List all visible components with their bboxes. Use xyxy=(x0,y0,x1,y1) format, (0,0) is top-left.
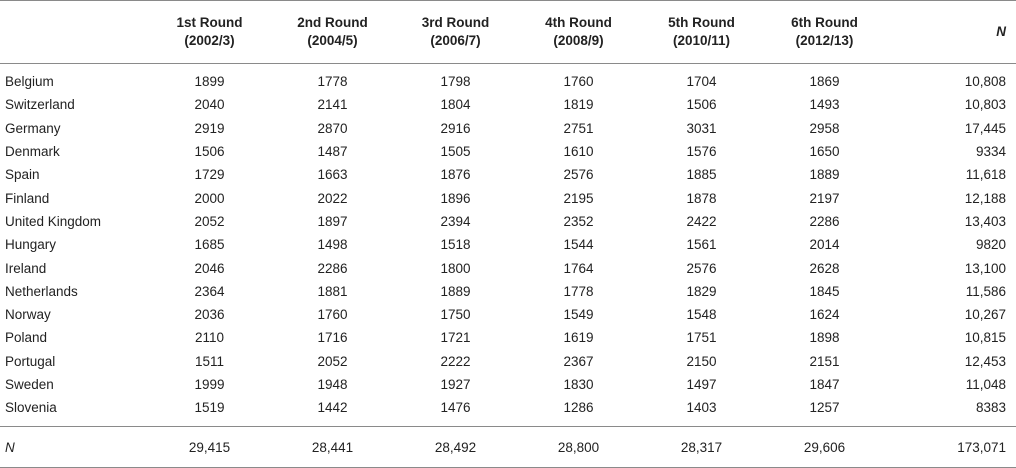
table-footer xyxy=(0,427,1016,468)
column-header-years: (2012/13) xyxy=(795,33,854,48)
row-n-cell: 12,453 xyxy=(964,353,1006,369)
round-value-cell: 1544 xyxy=(563,237,594,253)
row-n-cell: 10,803 xyxy=(964,97,1006,113)
round-value-cell: 1829 xyxy=(686,283,717,299)
round-value-cell: 2022 xyxy=(317,190,348,206)
round-value-cell: 2036 xyxy=(194,307,225,323)
table-row xyxy=(0,233,1016,256)
round-value-cell: 2286 xyxy=(809,213,840,229)
country-cell: Belgium xyxy=(5,74,54,90)
total-label: N xyxy=(0,427,148,468)
round-value-cell: 2919 xyxy=(194,120,225,136)
table-row xyxy=(0,117,1016,140)
round-value-cell: 1716 xyxy=(317,330,348,346)
round-value-cell: 1878 xyxy=(686,190,717,206)
round-value-cell: 2195 xyxy=(563,190,594,206)
country-cell: Netherlands xyxy=(5,283,78,299)
round-value-cell: 1663 xyxy=(317,167,348,183)
country-cell: Germany xyxy=(5,120,61,136)
country-cell: Ireland xyxy=(5,260,47,276)
table-body xyxy=(0,64,1016,427)
round-value-cell: 1750 xyxy=(440,307,471,323)
round-value-cell: 1286 xyxy=(563,400,594,416)
country-cell: Switzerland xyxy=(5,97,75,113)
round-value-cell: 1778 xyxy=(563,283,594,299)
round-value-cell: 1403 xyxy=(686,400,717,416)
table-row xyxy=(0,163,1016,186)
column-header-round-5 xyxy=(640,1,763,64)
round-value-cell: 2576 xyxy=(563,167,594,183)
round-value-cell: 1498 xyxy=(317,237,348,253)
table-row xyxy=(0,396,1016,427)
country-cell: United Kingdom xyxy=(5,213,102,229)
row-n-cell: 13,100 xyxy=(964,260,1006,276)
round-value-cell: 1506 xyxy=(686,97,717,113)
total-value-cell: 29,415 xyxy=(148,427,271,468)
round-value-cell: 1927 xyxy=(440,377,471,392)
row-n-cell: 10,808 xyxy=(964,74,1006,90)
round-value-cell: 1610 xyxy=(563,144,594,160)
column-header-round-3 xyxy=(394,1,517,64)
table-row xyxy=(0,350,1016,373)
row-n-cell: 11,048 xyxy=(965,377,1006,392)
round-value-cell: 2916 xyxy=(440,120,471,136)
round-value-cell: 1624 xyxy=(809,307,840,323)
column-header-title: 2nd Round xyxy=(297,15,368,30)
round-value-cell: 2197 xyxy=(809,190,840,206)
column-header-years: (2008/9) xyxy=(553,33,604,48)
country-cell: Poland xyxy=(5,330,48,346)
country-cell: Hungary xyxy=(5,237,57,253)
table-row xyxy=(0,93,1016,116)
country-cell: Denmark xyxy=(5,144,60,160)
round-value-cell: 1804 xyxy=(440,97,471,113)
row-n-cell: 10,815 xyxy=(964,330,1006,346)
column-header-years: (2010/11) xyxy=(672,33,731,48)
round-value-cell: 1760 xyxy=(317,307,348,323)
round-value-cell: 2046 xyxy=(194,260,225,276)
round-value-cell: 1511 xyxy=(194,353,225,369)
round-value-cell: 1778 xyxy=(317,74,348,90)
round-value-cell: 1899 xyxy=(194,74,225,90)
row-n-cell: 11,618 xyxy=(965,167,1006,183)
round-value-cell: 1619 xyxy=(563,330,594,346)
country-cell: Spain xyxy=(5,167,40,183)
column-header-round-4 xyxy=(517,1,640,64)
round-value-cell: 1548 xyxy=(686,307,717,323)
round-value-cell: 2151 xyxy=(809,353,840,369)
row-n-cell: 11,586 xyxy=(965,283,1006,299)
row-n-cell: 13,403 xyxy=(964,213,1006,229)
round-value-cell: 1760 xyxy=(563,74,594,90)
round-value-cell: 1505 xyxy=(440,144,471,160)
round-value-cell: 2222 xyxy=(440,353,471,369)
round-value-cell: 1518 xyxy=(440,237,471,253)
column-header-title: 6th Round xyxy=(791,15,858,30)
round-value-cell: 1751 xyxy=(686,330,717,346)
round-value-cell: 2958 xyxy=(809,120,840,136)
grand-total-cell: 173,071 xyxy=(886,427,1016,468)
round-value-cell: 1506 xyxy=(194,144,225,160)
round-value-cell: 1549 xyxy=(563,307,594,323)
round-value-cell: 1948 xyxy=(317,377,348,392)
round-value-cell: 1897 xyxy=(317,213,348,229)
table-row xyxy=(0,256,1016,279)
column-header-title: 4th Round xyxy=(545,15,612,30)
round-value-cell: 1257 xyxy=(809,400,840,416)
country-cell: Norway xyxy=(5,307,51,323)
round-value-cell: 1576 xyxy=(686,144,717,160)
round-value-cell: 1685 xyxy=(194,237,225,253)
round-value-cell: 2014 xyxy=(809,237,840,253)
table-header xyxy=(0,1,1016,64)
round-value-cell: 1881 xyxy=(317,283,348,299)
table-row xyxy=(0,326,1016,349)
table-row xyxy=(0,280,1016,303)
country-cell: Sweden xyxy=(5,377,54,392)
table-row xyxy=(0,210,1016,233)
total-value-cell: 28,441 xyxy=(271,427,394,468)
column-header-years: (2006/7) xyxy=(430,33,481,48)
round-value-cell: 2352 xyxy=(563,213,594,229)
round-value-cell: 1845 xyxy=(809,283,840,299)
country-cell: Finland xyxy=(5,190,50,206)
round-value-cell: 1764 xyxy=(563,260,594,276)
table-row xyxy=(0,186,1016,209)
round-value-cell: 2000 xyxy=(194,190,225,206)
round-value-cell: 2576 xyxy=(686,260,717,276)
round-value-cell: 1798 xyxy=(440,74,471,90)
round-value-cell: 1898 xyxy=(809,330,840,346)
round-value-cell: 2052 xyxy=(194,213,225,229)
total-value-cell: 29,606 xyxy=(763,427,886,468)
round-value-cell: 1819 xyxy=(563,97,594,113)
round-value-cell: 2422 xyxy=(686,213,717,229)
round-value-cell: 1800 xyxy=(440,260,471,276)
round-value-cell: 2286 xyxy=(317,260,348,276)
column-header-title: 5th Round xyxy=(668,15,735,30)
round-value-cell: 2367 xyxy=(563,353,594,369)
round-value-cell: 1830 xyxy=(563,377,594,392)
round-value-cell: 1999 xyxy=(194,377,225,392)
total-value-cell: 28,317 xyxy=(640,427,763,468)
table-row xyxy=(0,373,1016,396)
column-header-round-2 xyxy=(271,1,394,64)
table-row xyxy=(0,140,1016,163)
column-header-years: (2002/3) xyxy=(184,33,235,48)
round-value-cell: 2150 xyxy=(686,353,717,369)
round-value-cell: 1721 xyxy=(440,330,471,346)
round-value-cell: 1869 xyxy=(809,74,840,90)
row-n-cell: 10,267 xyxy=(964,307,1006,323)
country-cell: Portugal xyxy=(5,353,56,369)
round-value-cell: 2040 xyxy=(194,97,225,113)
round-value-cell: 2364 xyxy=(194,283,225,299)
column-header-round-1 xyxy=(148,1,271,64)
corner-cell xyxy=(0,1,148,64)
round-value-cell: 3031 xyxy=(686,120,717,136)
column-header-round-6 xyxy=(763,1,886,64)
round-value-cell: 1885 xyxy=(686,167,717,183)
round-value-cell: 1561 xyxy=(686,237,717,253)
round-value-cell: 1650 xyxy=(809,144,840,160)
column-header-n: N xyxy=(886,1,1016,64)
row-n-cell: 9334 xyxy=(975,144,1006,160)
round-value-cell: 2628 xyxy=(809,260,840,276)
row-n-cell: 17,445 xyxy=(964,120,1006,136)
round-value-cell: 2394 xyxy=(440,213,471,229)
round-value-cell: 1896 xyxy=(440,190,471,206)
round-value-cell: 1497 xyxy=(686,377,717,392)
row-n-cell: 8383 xyxy=(975,400,1006,416)
column-header-title: 3rd Round xyxy=(421,15,490,30)
round-value-cell: 1704 xyxy=(686,74,717,90)
round-value-cell: 1889 xyxy=(440,283,471,299)
round-value-cell: 1876 xyxy=(440,167,471,183)
round-value-cell: 2141 xyxy=(317,97,348,113)
round-value-cell: 1889 xyxy=(809,167,840,183)
column-header-years: (2004/5) xyxy=(307,33,358,48)
header-row xyxy=(0,1,1016,64)
round-value-cell: 1487 xyxy=(317,144,348,160)
table-row xyxy=(0,303,1016,326)
round-value-cell: 1729 xyxy=(194,167,225,183)
round-value-cell: 2870 xyxy=(317,120,348,136)
table-row xyxy=(0,64,1016,94)
column-header-title: 1st Round xyxy=(176,15,243,30)
total-row xyxy=(0,427,1016,468)
total-value-cell: 28,800 xyxy=(517,427,640,468)
round-value-cell: 1476 xyxy=(440,400,471,416)
row-n-cell: 9820 xyxy=(975,237,1006,253)
round-value-cell: 1519 xyxy=(194,400,225,416)
round-value-cell: 2751 xyxy=(563,120,594,136)
row-n-cell: 12,188 xyxy=(964,190,1006,206)
round-value-cell: 1442 xyxy=(317,400,348,416)
round-value-cell: 1493 xyxy=(809,97,840,113)
total-value-cell: 28,492 xyxy=(394,427,517,468)
country-cell: Slovenia xyxy=(5,400,57,416)
round-value-cell: 2110 xyxy=(194,330,225,346)
round-value-cell: 1847 xyxy=(809,377,840,392)
round-value-cell: 2052 xyxy=(317,353,348,369)
